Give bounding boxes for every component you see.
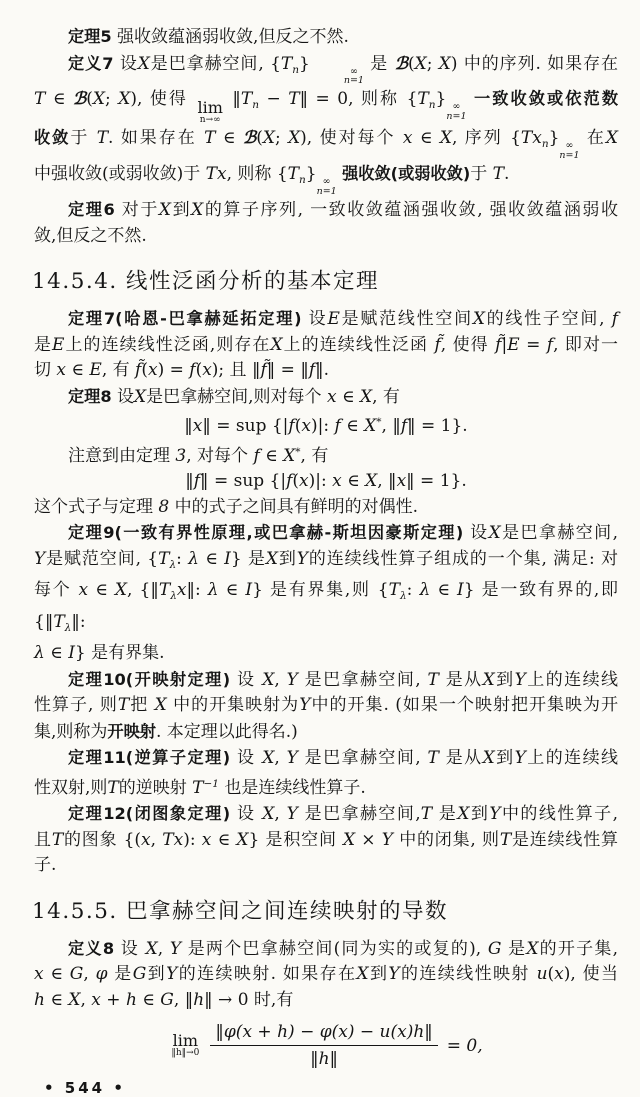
math-var: x	[147, 360, 158, 381]
text-line: Y是赋范空间, {$T_\lambda$: λ ∈ I} 是X到Y的连续线性算子组成的一个集, 满足: 对	[34, 548, 618, 571]
math-var: n	[298, 174, 306, 187]
math-var: Y	[299, 695, 311, 716]
bold-term: 定理10(开映射定理)	[68, 669, 231, 689]
math-var: φ	[95, 964, 108, 985]
math-var: T	[96, 128, 109, 149]
math-var: λ	[419, 580, 431, 601]
math-var: T	[427, 669, 439, 690]
math-var: λ	[169, 558, 177, 571]
text-line: h ∈ X, x + h ∈ G, ‖h‖ → 0 时,有	[34, 989, 294, 1010]
text-line: 切 x ∈ E, 有 f̃(x) = f(x); 且 ‖f̃‖ = ‖f‖.	[34, 360, 330, 381]
paragraph	[34, 745, 618, 801]
math-var: G	[132, 964, 147, 985]
math-var: X	[137, 53, 150, 74]
math-var: ℬ	[242, 128, 257, 149]
math-var: λ	[170, 590, 177, 603]
math-var: n	[292, 63, 300, 76]
text-line: 定义7 设X是巴拿赫空间, $\{T_n\}$ ∞ n=1 是 ℬ(X; X) 中的序列. 如果存在	[68, 53, 619, 87]
math-var: x	[332, 471, 342, 492]
math-var: x	[299, 471, 309, 492]
text-line: 敛,但反之不然.	[34, 225, 147, 246]
text-line: 每个 x ∈ X, {$‖T_\lambda x‖$: λ ∈ I} 是有界集,则 {$T_\lambda$: λ ∈ I} 是一致有界的,即 {$‖T_\lambda‖$:	[34, 580, 619, 634]
math-var: x	[396, 471, 407, 492]
math-var: Y	[381, 829, 393, 850]
math-var: X	[288, 128, 301, 149]
math-var: f	[286, 471, 293, 492]
page-content	[34, 24, 618, 1097]
math-var: x	[34, 964, 44, 985]
math-var: 3	[175, 445, 187, 466]
math-var: X	[92, 89, 106, 110]
paragraph	[34, 936, 618, 1014]
bold-term: 定理9(一致有界性原理,或巴拿赫-斯坦因豪斯定理)	[68, 523, 464, 543]
math-var: T	[417, 89, 429, 110]
math-var: X	[134, 386, 147, 407]
math-var: x	[202, 360, 212, 381]
math-var: X	[365, 471, 378, 492]
math-var: T	[280, 53, 293, 74]
math-var: I	[68, 643, 75, 664]
bold-term: 收敛	[34, 128, 71, 148]
math-var: G	[160, 989, 174, 1010]
bold-term: 一致收敛或依范数	[473, 89, 619, 109]
math-var: Y	[286, 669, 298, 690]
math-var: Tx	[520, 128, 542, 149]
limits-stack: ∞ n=1	[316, 176, 337, 198]
math-var: X	[414, 53, 427, 74]
bold-term: 定义8	[68, 938, 115, 958]
text-line: 定理10(开映射定理) 设 X, Y 是巴拿赫空间, T 是从X到Y上的连续线	[68, 669, 619, 690]
limits-stack: ∞ n=1	[446, 101, 467, 123]
math-var: f̃	[495, 334, 502, 355]
math-var: G	[487, 938, 502, 959]
math-var: f	[334, 416, 341, 437]
math-var: x	[78, 580, 89, 601]
section-heading: 14.5.5. 巴拿赫空间之间连续映射的导数	[32, 898, 449, 924]
text-line: 定理5 强收敛蕴涵弱收敛,但反之不然.	[68, 27, 349, 47]
math-var: X	[526, 938, 539, 959]
text-line: x ∈ G, φ 是G到Y的连续映射. 如果存在X到Y的连续线性映射 u(x), 使当	[34, 964, 618, 985]
math-var: X	[236, 829, 249, 850]
math-var: G	[69, 964, 84, 985]
math-var: X	[472, 309, 485, 330]
paragraph	[34, 801, 618, 879]
text-line: 集,则称为开映射. 本定理以此得名.)	[34, 721, 298, 742]
math-var: f	[288, 416, 295, 437]
math-var: T	[158, 580, 171, 601]
text-line: 性双射,则T的逆映射 $T^{-1}$ 也是连续线性算子.	[34, 777, 366, 798]
math-var: f̃	[260, 360, 267, 381]
text-line: 是E上的连续线性泛函,则存在X上的连续线性泛函 f̃, 使得 f̃|E = f, 即对一	[34, 334, 619, 355]
text-line: 中强收敛(或弱收敛)于 Tx, 则称 $\{T_n\}$ ∞ n=1 强收敛(或弱收敛)于 T.	[34, 164, 510, 198]
math-var: T	[34, 89, 46, 110]
math-var: λ	[34, 643, 45, 664]
math-var: T	[192, 777, 204, 798]
text-line: T ∈ ℬ(X; X), 使得 lim n→∞ $‖T_n$ − T‖ = 0, 则称 $\{T_n\}$ ∞ n=1 一致收敛或依范数	[34, 89, 619, 126]
math-var: T	[204, 128, 216, 149]
limits-stack: ∞ n=1	[559, 140, 580, 162]
math-var: x	[56, 360, 66, 381]
math-var: X	[262, 669, 275, 690]
section-heading: 14.5.4. 线性泛函分析的基本定理	[32, 269, 380, 295]
math-var: X	[262, 748, 275, 769]
bold-term: 定理5	[68, 27, 112, 46]
math-var: n	[428, 99, 436, 112]
math-var: Y	[169, 938, 182, 959]
math-var: Y	[514, 669, 526, 690]
math-var: Y	[166, 964, 178, 985]
math-var: *	[295, 445, 301, 458]
bold-term: 定义7	[68, 53, 114, 73]
math-var: x	[301, 416, 311, 437]
math-var: u	[536, 964, 548, 985]
math-var: h	[193, 989, 205, 1010]
math-var: T	[427, 748, 439, 769]
math-var: *	[376, 416, 382, 429]
math-var: Y	[286, 804, 298, 825]
text-line: ‖x‖ = sup {|f(x)|: f ∈ X*, ‖f‖ = 1}.	[184, 416, 468, 437]
paragraph	[34, 667, 618, 746]
bold-term: 定理7(哈恩-巴拿赫延拓定理)	[68, 309, 302, 329]
math-var: ℬ	[394, 53, 408, 74]
display-formula	[34, 1022, 618, 1069]
math-var: f	[308, 360, 316, 381]
math-var: X	[364, 416, 377, 437]
math-var: Y	[489, 804, 501, 825]
math-var: X	[114, 580, 128, 601]
math-var: x	[91, 989, 101, 1010]
math-var: E	[507, 334, 520, 355]
math-var: X	[283, 445, 296, 466]
math-var: X	[154, 695, 167, 716]
math-var: I	[224, 548, 231, 569]
bold-term: 定理6	[68, 200, 115, 220]
math-var: n	[541, 138, 549, 151]
math-var: x	[141, 829, 151, 850]
math-var: T	[288, 89, 300, 110]
math-var: λ	[207, 580, 219, 601]
math-var: h	[125, 989, 137, 1010]
paragraph	[34, 520, 618, 667]
math-var: f	[193, 471, 201, 492]
bold-term: 强收敛(或弱收敛)	[342, 164, 471, 184]
text-line: 定理12(闭图象定理) 设 X, Y 是巴拿赫空间,T 是X到Y中的线性算子,	[68, 804, 619, 825]
math-var: f	[400, 416, 408, 437]
math-var: x	[326, 386, 337, 407]
math-var: T	[53, 611, 65, 632]
math-var: λ	[188, 548, 199, 569]
math-var: X	[359, 386, 373, 407]
math-var: E	[89, 360, 102, 381]
math-var: f	[253, 445, 260, 466]
math-var: x	[554, 964, 564, 985]
limit-operator: lim n→∞	[197, 98, 223, 126]
text-line: 定义8 设 X, Y 是两个巴拿赫空间(同为实的或复的), G 是X的开子集,	[68, 938, 619, 959]
math-var: X	[270, 334, 283, 355]
math-var: Y	[296, 548, 308, 569]
math-var: f	[546, 334, 554, 355]
math-var: E	[52, 334, 65, 355]
math-var: X	[262, 128, 275, 149]
text-line: 定理11(逆算子定理) 设 X, Y 是巴拿赫空间, T 是从X到Y上的连续线	[68, 748, 619, 769]
page-number: • 544 •	[44, 1079, 126, 1097]
text-line: 定理9(一致有界性原理,或巴拿赫-斯坦因豪斯定理) 设X是巴拿赫空间,	[68, 523, 619, 544]
bold-term: 定理8	[68, 386, 112, 406]
math-var: f̃	[434, 334, 441, 355]
math-var: X	[438, 53, 451, 74]
math-var: x	[192, 416, 203, 437]
math-var: X	[605, 128, 619, 149]
text-line: 且T的图象 {(x, Tx): x ∈ X} 是积空间 X × Y 中的闭集, 则T是连续线性算	[34, 829, 619, 850]
math-var: −1	[203, 777, 219, 790]
text-line: 定理8 设X是巴拿赫空间,则对每个 x ∈ X, 有	[68, 386, 400, 407]
text-line: 定理6 对于X到X的算子序列, 一致收敛蕴涵强收敛, 强收敛蕴涵弱收	[68, 200, 618, 221]
math-var: Y	[514, 748, 526, 769]
text-line: 收敛于 T. 如果存在 T ∈ ℬ(X; X), 使对每个 x ∈ X, 序列 $\{Tx_n\}$ ∞ n=1 在X	[34, 128, 619, 162]
paragraph	[34, 306, 618, 384]
math-var: X	[342, 829, 356, 850]
formula-rhs: = 0,	[446, 1035, 483, 1056]
math-var: X	[68, 989, 81, 1010]
math-var: E	[327, 309, 340, 330]
text-line: 性算子, 则T把 X 中的开集映射为Y中的开集. (如果一个映射把开集映为开	[34, 695, 619, 716]
math-var: h	[34, 989, 45, 1010]
math-var: Y	[34, 548, 46, 569]
math-var: X	[439, 128, 452, 149]
math-var: f	[189, 360, 196, 381]
math-var: I	[457, 580, 464, 601]
math-var: f̃	[135, 360, 142, 381]
paragraph	[34, 51, 618, 198]
math-var: X	[262, 804, 275, 825]
math-var: x	[176, 580, 187, 601]
math-var: I	[245, 580, 253, 601]
math-var: T	[107, 777, 119, 798]
text-line: λ ∈ I} 是有界集.	[34, 643, 165, 664]
limit-operator: lim ‖h‖→0	[171, 1031, 200, 1059]
math-var: X	[482, 748, 495, 769]
bold-term: 定理12(闭图象定理)	[68, 804, 231, 824]
text-line: 定理7(哈恩-巴拿赫延拓定理) 设E是赋范线性空间X的线性子空间, f	[68, 309, 619, 330]
fraction: $\frac{‖\varphi(x + h) - \varphi(x) - u(x)h‖}{‖h‖}$	[210, 1022, 437, 1069]
limits-stack: ∞ n=1	[343, 65, 364, 87]
math-var: T	[499, 829, 512, 850]
text-line: 这个式子与定理 8 中的式子之间具有鲜明的对偶性.	[34, 496, 419, 517]
math-var: Tx	[162, 829, 184, 850]
math-var: X	[265, 548, 278, 569]
math-var: T	[492, 164, 504, 185]
math-var: T	[51, 829, 64, 850]
math-var: T	[388, 580, 400, 601]
math-var: T	[117, 695, 130, 716]
math-var: x	[402, 128, 413, 149]
paragraph	[34, 24, 618, 51]
math-var: T	[158, 548, 170, 569]
math-var: λ	[64, 621, 72, 634]
text-line: 注意到由定理 3, 对每个 f ∈ X*, 有	[68, 445, 329, 466]
math-var: Y	[286, 748, 298, 769]
math-var: Tx	[205, 164, 227, 185]
math-var: T	[287, 164, 299, 185]
math-var: T	[240, 89, 253, 110]
math-var: X	[158, 200, 172, 221]
bold-term: 定理11(逆算子定理)	[68, 748, 231, 768]
math-var: λ	[399, 590, 407, 603]
math-var: f	[611, 309, 619, 330]
math-var: X	[191, 200, 204, 221]
math-var: n	[252, 99, 259, 112]
math-var: X	[356, 964, 369, 985]
bold-term: 开映射	[107, 721, 156, 741]
paragraph	[34, 197, 618, 249]
math-var: X	[457, 804, 470, 825]
math-var: 8	[158, 496, 170, 517]
text-line: ‖f‖ = sup {|f(x)|: x ∈ X, ‖x‖ = 1}.	[185, 471, 467, 492]
text-line: 子.	[34, 855, 57, 876]
math-var: X	[488, 523, 501, 544]
math-var: X	[482, 669, 495, 690]
math-var: X	[118, 89, 131, 110]
math-var: X	[145, 938, 158, 959]
paragraph	[34, 384, 618, 521]
math-var: x	[201, 829, 212, 850]
math-var: Y	[388, 964, 400, 985]
math-var: T	[420, 804, 433, 825]
math-var: ℬ	[72, 89, 87, 110]
